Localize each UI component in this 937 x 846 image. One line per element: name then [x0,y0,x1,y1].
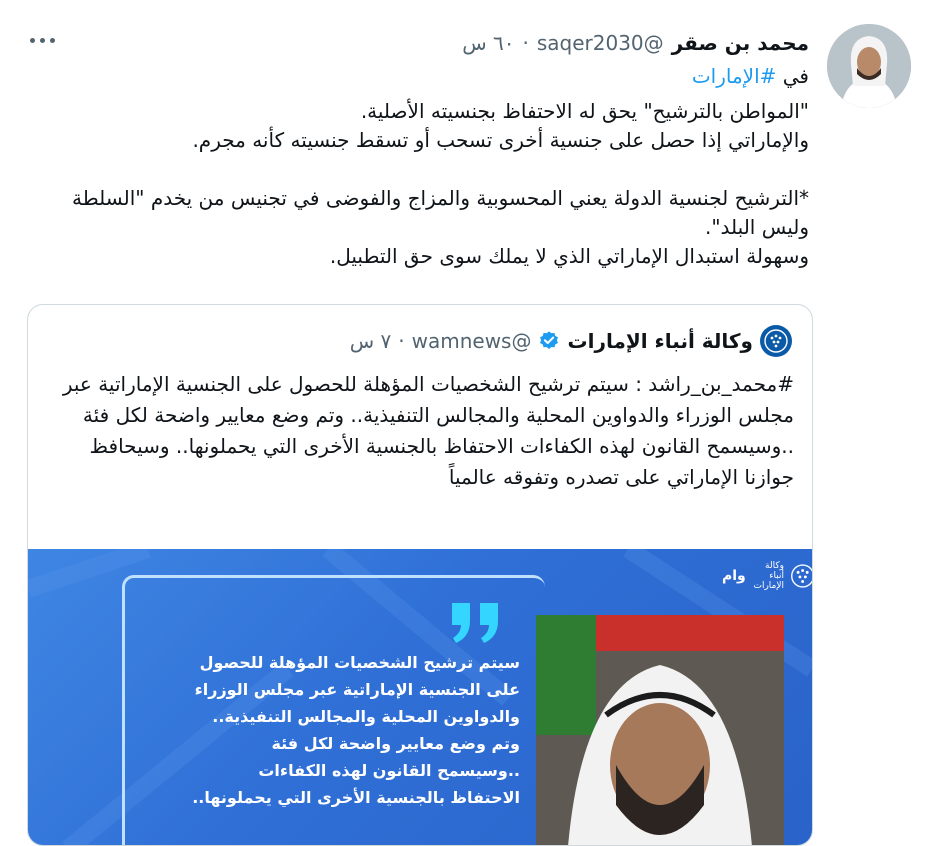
author-avatar[interactable] [827,24,911,108]
quoted-author-avatar[interactable] [760,325,792,357]
image-text-line: وتم وضع معايير واضحة لكل فئة [271,734,520,753]
tweet-location [692,64,809,88]
tweet-header [462,28,809,58]
quoted-tweet[interactable] [27,304,813,846]
image-text-line: والدواوين المحلية والمجالس التنفيذية.. [212,707,520,726]
dot [40,38,45,43]
quoted-author-handle[interactable]: @wamnews [411,329,532,353]
wam-brand-text: وكالة أنباء الإمارات [753,561,784,591]
image-text-line: سيتم ترشيح الشخصيات المؤهلة للحصول [199,653,520,672]
image-text-line: ..وسيسمح القانون لهذه الكفاءات [258,761,520,780]
more-horizontal-icon[interactable] [22,26,62,54]
dot-separator: · [522,31,529,55]
location-prefix: في [782,64,809,88]
quoted-tweet-header [350,325,792,357]
image-text-line: الاحتفاظ بالجنسية الأخرى التي يحملونها.. [192,788,520,807]
tweet-text: "المواطن بالترشيح" يحق له الاحتفاظ بجنسيته الأصلية. والإماراتي إذا حصل على جنسية أخرى تسحب أو تسقط جنسيته كأنه مجرم. *الترشيح لجنسية الدولة يعني المحسوبية والمزاج والفوضى في تجنيس من يخدم "السلطة وليس البلد". وسهولة استبدال الإماراتي الذي لا يملك سوى حق التطبيل. [72,99,809,268]
image-quote-text [120,649,520,811]
quoted-tweet-image[interactable] [28,549,812,846]
quoted-author-name[interactable]: وكالة أنباء الإمارات [567,329,753,353]
author-name[interactable]: محمد بن صقر [671,31,809,55]
verified-badge-icon [538,330,560,352]
author-handle[interactable]: @saqer2030 [536,31,664,55]
dot-separator: · [398,329,405,353]
dot [30,38,35,43]
image-text-line: على الجنسية الإماراتية عبر مجلس الوزراء [194,680,520,699]
location-hashtag[interactable]: #الإمارات [691,64,777,88]
tweet-timestamp[interactable]: ٦٠ س [462,31,515,55]
wam-brand-mark: وام [722,568,746,584]
dot [50,38,55,43]
quote-mark-icon [448,601,504,645]
quoted-tweet-text: #محمد_بن_راشد : سيتم ترشيح الشخصيات المؤهلة للحصول على الجنسية الإماراتية عبر مجلس الوزراء والدواوين المحلية والمجالس التنفيذية.. وتم وضع معايير واضحة لكل فئة ..وسيسمح القانون لهذه الكفاءات الاحتفاظ بالجنسية الأخرى التي يحملونها.. وسيحافظ جوازنا الإماراتي على تصدره وتفوقه عالمياً [62,372,794,489]
quoted-tweet-timestamp[interactable]: ٧ س [349,329,392,353]
wam-logo [722,561,812,591]
wam-globe-icon [789,561,812,591]
portrait-photo [536,615,784,846]
